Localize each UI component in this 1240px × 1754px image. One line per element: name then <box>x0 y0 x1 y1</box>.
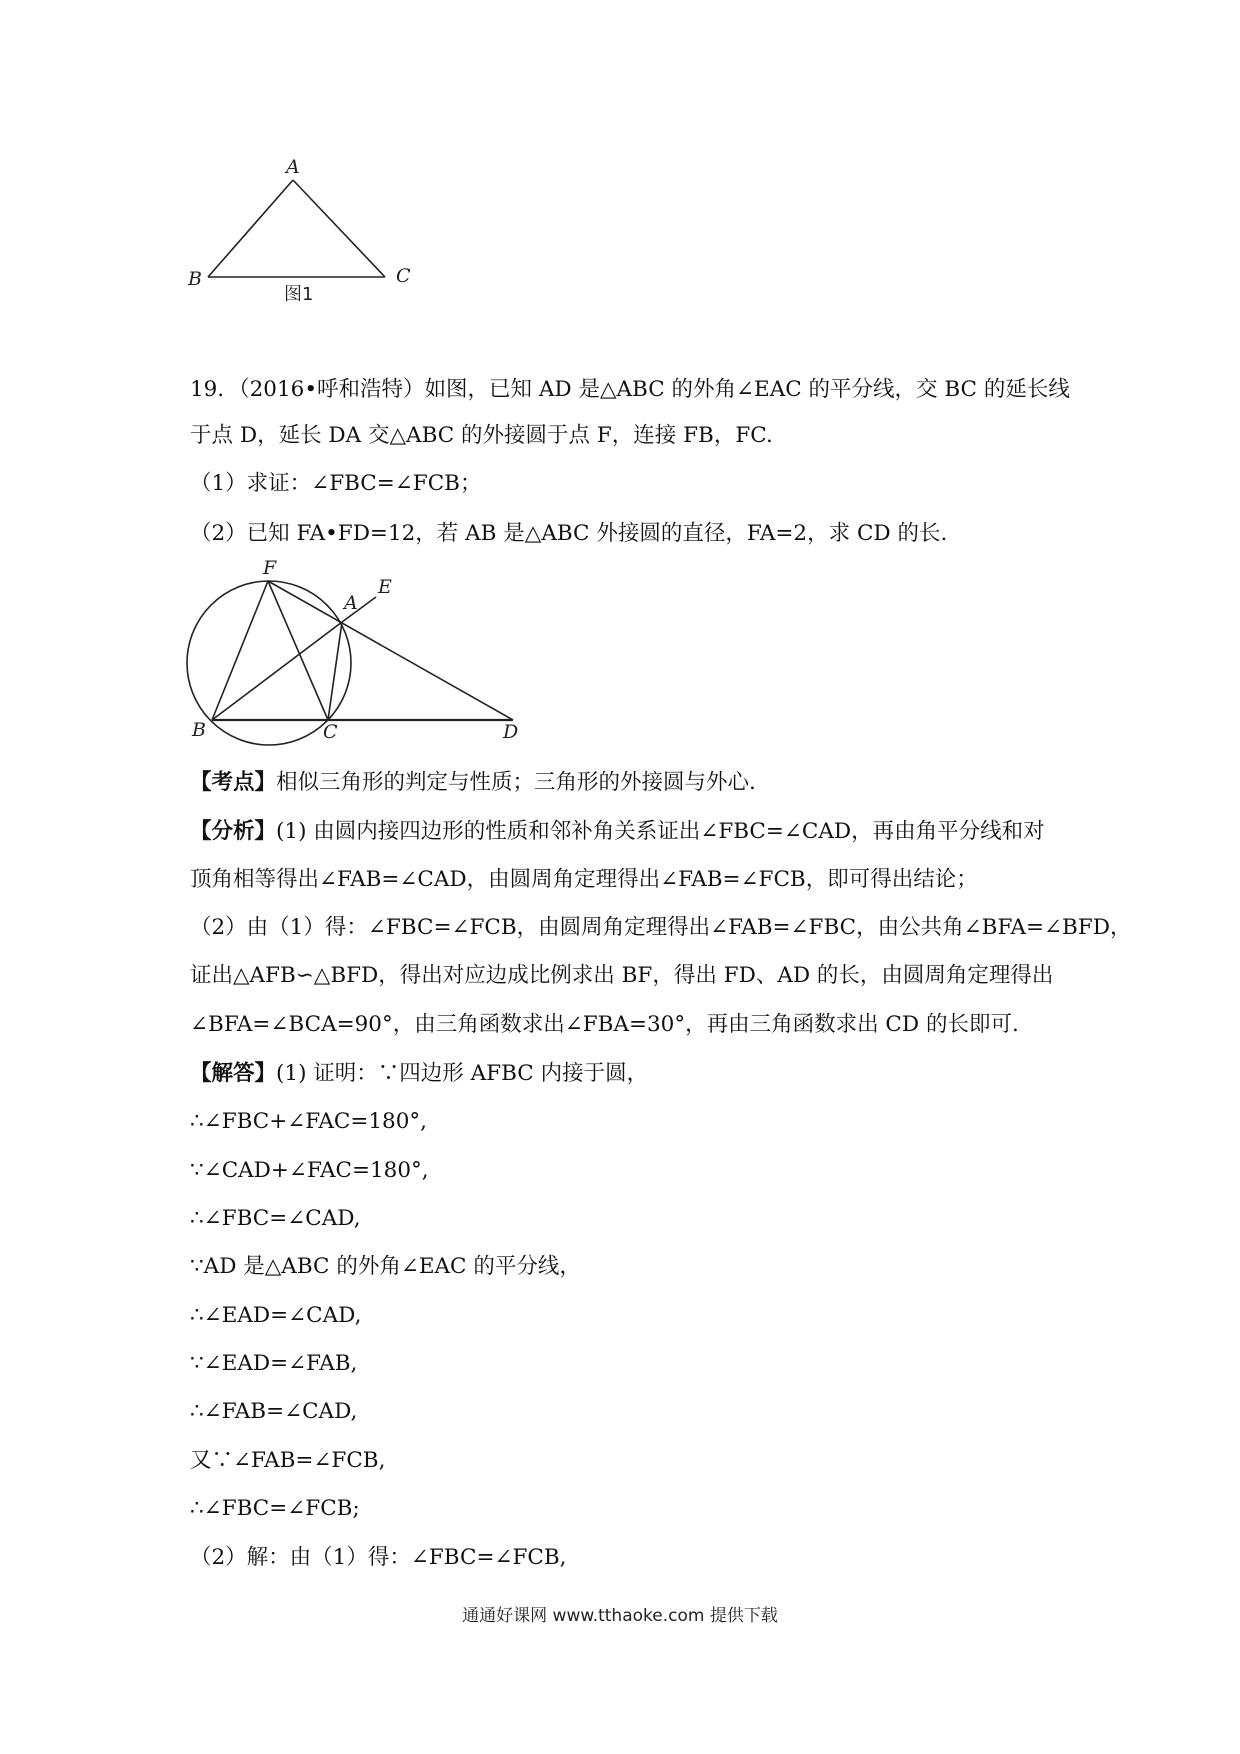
fenxi-line-3: （2）由（1）得：∠FBC=∠FCB，由圆周角定理得出∠FAB=∠FBC，由公共角∠BFA=∠BFD， <box>190 915 1132 940</box>
proof-step: ∴∠FAB=∠CAD, <box>190 1399 358 1424</box>
jieda-text-1: (1) 证明：∵四边形 AFBC 内接于圆， <box>276 1061 649 1086</box>
jieda-line-1 <box>190 1060 1090 1088</box>
page-footer: 通通好课网 www.tthaoke.com 提供下载 <box>462 1606 778 1626</box>
label-d: D <box>503 721 519 743</box>
proof-step: ∴∠FBC=∠CAD, <box>190 1206 361 1231</box>
label-f: F <box>263 557 277 579</box>
segment-ac <box>293 180 385 277</box>
figure-2-circle <box>180 557 530 760</box>
proof-step: ∵∠EAD=∠FAB, <box>190 1351 358 1376</box>
proof-step: 又∵∠FAB=∠FCB, <box>190 1448 386 1473</box>
label-c: C <box>396 265 411 287</box>
proof-step: （2）解：由（1）得：∠FBC=∠FCB, <box>190 1545 567 1570</box>
proof-step: ∴∠FBC+∠FAC=180°, <box>190 1109 427 1134</box>
segment-ab <box>208 180 293 277</box>
label-b: B <box>188 268 202 290</box>
kaodian-tag: 【考点】 <box>190 770 277 795</box>
proof-step: ∵AD 是△ABC 的外角∠EAC 的平分线， <box>190 1254 581 1279</box>
proof-step: ∴∠EAD=∠CAD, <box>190 1303 362 1328</box>
label-b: B <box>192 719 206 741</box>
fenxi-line-4: 证出△AFB∽△BFD，得出对应边成比例求出 BF，得出 FD、AD 的长，由圆周角定理得出 <box>190 963 1054 988</box>
fenxi-tag: 【分析】 <box>190 819 277 844</box>
proof-step: ∴∠FBC=∠FCB; <box>190 1496 360 1521</box>
figure-1-triangle <box>180 150 420 310</box>
label-a: A <box>286 156 300 178</box>
fenxi-line-2: 顶角相等得出∠FAB=∠CAD，由圆周角定理得出∠FAB=∠FCB，即可得出结论； <box>190 867 978 892</box>
kaodian-text: 相似三角形的判定与性质；三角形的外接圆与外心. <box>276 770 756 795</box>
label-a: A <box>344 592 358 614</box>
kaodian-line <box>190 769 1090 797</box>
segment-fc <box>268 581 328 720</box>
label-c: C <box>323 721 338 743</box>
figure-caption: 图1 <box>284 284 314 305</box>
fenxi-line-1 <box>190 818 1090 846</box>
fenxi-text-1: (1) 由圆内接四边形的性质和邻补角关系证出∠FBC=∠CAD，再由角平分线和对 <box>276 819 1045 844</box>
circle-diagram <box>180 557 530 760</box>
question-part-2: （2）已知 FA•FD=12，若 AB 是△ABC 外接圆的直径，FA=2，求 CD 的长. <box>190 521 948 546</box>
question-part-1: （1）求证：∠FBC=∠FCB； <box>190 471 482 496</box>
label-e: E <box>378 576 392 598</box>
proof-step: ∵∠CAD+∠FAC=180°, <box>190 1158 429 1183</box>
fenxi-line-5: ∠BFA=∠BCA=90°，由三角函数求出∠FBA=30°，再由三角函数求出 CD 的长即可. <box>190 1012 1019 1037</box>
triangle-diagram <box>180 150 420 310</box>
question-line-2: 于点 D，延长 DA 交△ABC 的外接圆于点 F，连接 FB，FC. <box>190 423 773 448</box>
jieda-tag: 【解答】 <box>190 1061 277 1086</box>
question-line-1: 19．（2016•呼和浩特）如图，已知 AD 是△ABC 的外角∠EAC 的平分线，交 BC 的延长线 <box>190 377 1070 402</box>
